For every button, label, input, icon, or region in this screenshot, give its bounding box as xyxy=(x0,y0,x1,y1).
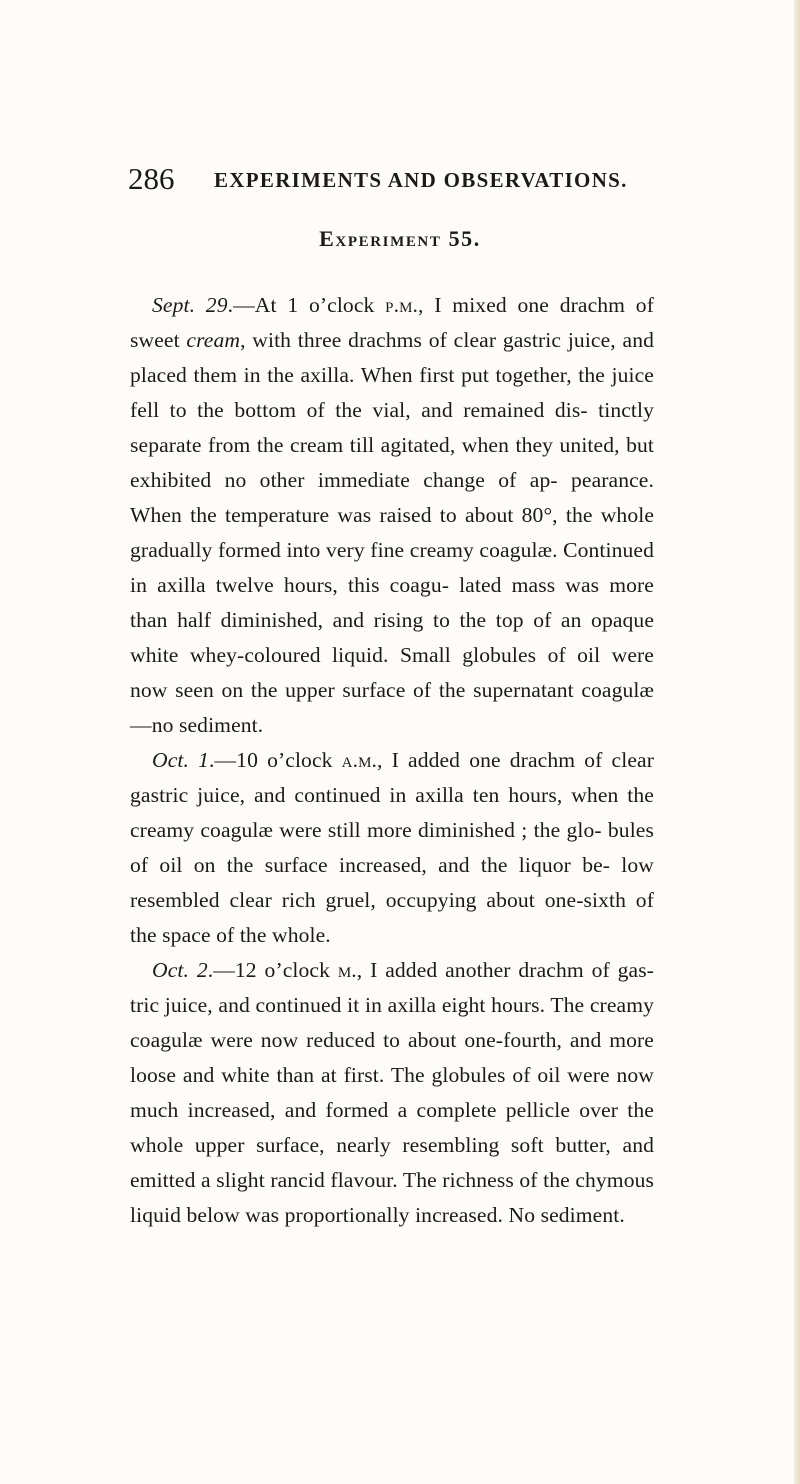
body-text xyxy=(130,288,654,1233)
time-marker: a.m. xyxy=(341,748,378,772)
entry-text: .—At 1 o’clock xyxy=(227,293,386,317)
entry-date: Oct. 2 xyxy=(152,958,208,982)
time-marker: m. xyxy=(337,958,357,982)
running-title: EXPERIMENTS AND OBSERVATIONS. xyxy=(214,168,628,192)
entry-text: , I mixed one drachm of sweet xyxy=(130,293,654,352)
entry-text: .—12 o’clock xyxy=(207,958,338,982)
paragraph-oct-2 xyxy=(130,953,654,1233)
experiment-title: Experiment 55. xyxy=(319,226,481,251)
entry-text: , with three drachms of clear gastric juice, and placed them in the axilla. When first put together, the juice fell to the bottom of the vial, and remained dis- tinctly separate from the cream till agitated, when they united, but exhibited no other immediate change of ap- pearance. When the temperature was raised to about 80°, the whole gradually formed into very fine creamy coagulæ. Continued in axilla twelve hours, this coagu- lated mass was more than half diminished, and rising to the top of an opaque white whey-coloured liquid. Small globules of oil were now seen on the upper surface of the supernatant coagulæ—no sediment. xyxy=(130,328,654,737)
page-number: 286 xyxy=(128,161,175,196)
entry-date: Sept. 29 xyxy=(152,293,228,317)
entry-text: , I added one drachm of clear gastric juice, and continued in axilla ten hours, when the creamy coagulæ were still more diminished ; the glo- bules of oil on the surface increased, and the liquor be- low resembled clear rich gruel, occupying about one-sixth of the space of the whole. xyxy=(130,748,654,947)
entry-text: .—10 o’clock xyxy=(208,748,342,772)
paragraph-oct-1 xyxy=(130,743,654,953)
page-edge xyxy=(794,0,800,1484)
paragraph-sept-29 xyxy=(130,288,654,743)
page-header xyxy=(128,162,688,196)
emphasis-text: cream xyxy=(186,328,241,352)
entry-text: , I added another drachm of gas- tric juice, and continued it in axilla eight hours. The creamy coagulæ were now reduced to about one-fourth, and more loose and white than at first. The globules of oil were now much increased, and formed a complete pellicle over the whole upper surface, nearly resembling soft butter, and emitted a slight rancid flavour. The richness of the chymous liquid below was proportionally increased. No sediment. xyxy=(130,958,654,1227)
entry-date: Oct. 1 xyxy=(152,748,209,772)
time-marker: p.m. xyxy=(385,293,419,317)
